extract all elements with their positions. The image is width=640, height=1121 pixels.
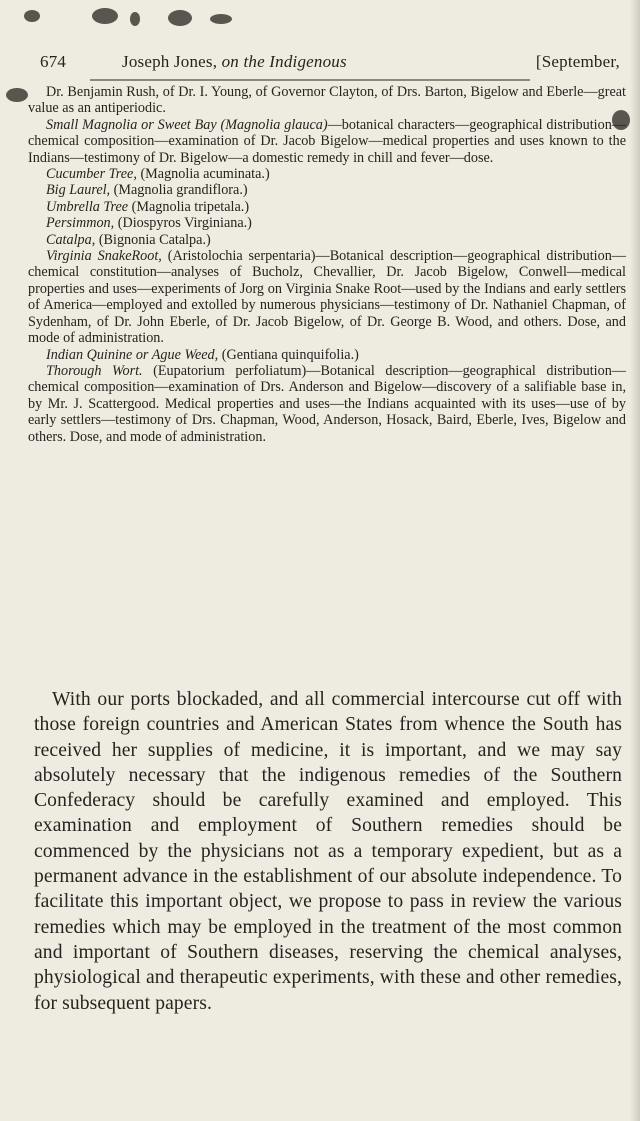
entry-name: Virginia SnakeRoot, bbox=[46, 248, 162, 265]
ink-blot bbox=[168, 10, 192, 26]
running-title-author: Joseph Jones, bbox=[122, 52, 218, 71]
entry-name: Cucumber Tree, bbox=[46, 166, 137, 183]
ink-blot bbox=[6, 88, 28, 102]
entry-latin: (Magnolia acuminata.) bbox=[140, 166, 270, 183]
entry-persimmon bbox=[28, 215, 626, 231]
entry-desc: —Botanical description—geographical distribution—chemical constitution—analyses of Bucholz, Chevallier, Dr. Jacob Bigelow, Conwell—medical properties and uses—experiments of Jorg on Virginia Snake Root—used by the Indians and early settlers of America—employed and extolled by numerous physicians—testimony of Dr. Nathaniel Chapman, of Sydenham, of Dr. John Eberle, of Dr. Jacob Bigelow, of Dr. George B. Wood, and others. Dose, and mode of administration. bbox=[28, 248, 626, 347]
continuation-text: Dr. Benjamin Rush, of Dr. I. Young, of Governor Clayton, of Drs. Barton, Bigelow and Eberle—great value as an antiperiodic. bbox=[28, 84, 626, 117]
contents-summary bbox=[28, 84, 626, 445]
ink-blot bbox=[24, 10, 40, 22]
running-head bbox=[40, 52, 620, 74]
entry-latin: (Eupatorium perfoliatum) bbox=[153, 362, 307, 379]
entry-virginia-snakeroot bbox=[28, 248, 626, 346]
body-paragraph: With our ports blockaded, and all commercial intercourse cut off with those foreign countries and American States from whence the South has received her supplies of medicine, it is important, and we may say absolutely necessary that the indigenous remedies of the Southern Confederacy should be carefully examined and employed. This examination and employment of Southern remedies should be commenced by the physicians not as a temporary expedient, but as a permanent advance in the establishment of our absolute independence. To facilitate this important object, we propose to pass in review the various remedies which may be employed in the treatment of the most common and important of Southern diseases, reserving the chemical analyses, physiological and therapeutic experiments, with these and other remedies, for subsequent papers. bbox=[34, 689, 622, 1014]
running-section: [September, bbox=[535, 52, 620, 71]
entry-desc: —Botanical description—geographical distribution—chemical composition—examination of Drs. Anderson and Bigelow—discovery of a salifiable base in, by Mr. J. Scattergood. Medical properties and uses—the Indians acquainted with its uses—use of by early settlers—testimony of Drs. Chapman, Wood, Anderson, Hosack, Baird, Eberle, Ives, Bigelow and others. Dose, and mode of administration. bbox=[28, 362, 626, 445]
entry-name: Catalpa, bbox=[46, 231, 96, 248]
entry-name: Persimmon, bbox=[46, 215, 115, 232]
entry-umbrella-tree bbox=[28, 199, 626, 215]
entry-name: Umbrella Tree bbox=[46, 198, 129, 215]
page-number: 674 bbox=[40, 52, 67, 71]
running-title bbox=[122, 52, 347, 72]
entry-latin: (Gentiana quinquifolia.) bbox=[221, 346, 359, 363]
header-rule bbox=[90, 76, 530, 81]
entry-latin: (Magnolia glauca) bbox=[220, 116, 328, 133]
ink-blot bbox=[92, 8, 118, 24]
entry-latin: (Diospyros Virginiana.) bbox=[117, 215, 252, 232]
entry-latin: (Magnolia grandiflora.) bbox=[113, 182, 248, 199]
entry-latin: (Bignonia Catalpa.) bbox=[98, 231, 211, 248]
entry-name: Indian Quinine or Ague Weed, bbox=[46, 346, 219, 363]
ink-blot bbox=[210, 14, 232, 24]
entry-name: Small Magnolia or Sweet Bay bbox=[46, 116, 217, 133]
entry-indian-quinine bbox=[28, 347, 626, 363]
ink-blot bbox=[130, 12, 140, 26]
entry-latin: (Aristolochia serpentaria) bbox=[167, 248, 316, 265]
entry-latin: (Magnolia tripetala.) bbox=[131, 198, 250, 215]
entry-small-magnolia bbox=[28, 117, 626, 166]
body-text bbox=[34, 687, 622, 1016]
running-title-subject: on the Indigenous bbox=[221, 52, 347, 71]
entry-desc: —botanical characters—geographical distribution—chemical composition—examination of Dr. Jacob Bigelow—medical properties and uses known to the Indians—testimony of Dr. Bigelow—a domestic remedy in chill and fever—dose. bbox=[28, 116, 626, 166]
page-edge-shadow bbox=[630, 0, 640, 1121]
entry-cucumber-tree bbox=[28, 166, 626, 182]
entry-name: Thorough Wort. bbox=[46, 362, 143, 379]
entry-catalpa bbox=[28, 232, 626, 248]
entry-thorough-wort bbox=[28, 363, 626, 445]
entry-big-laurel bbox=[28, 182, 626, 198]
entry-name: Big Laurel, bbox=[46, 182, 111, 199]
